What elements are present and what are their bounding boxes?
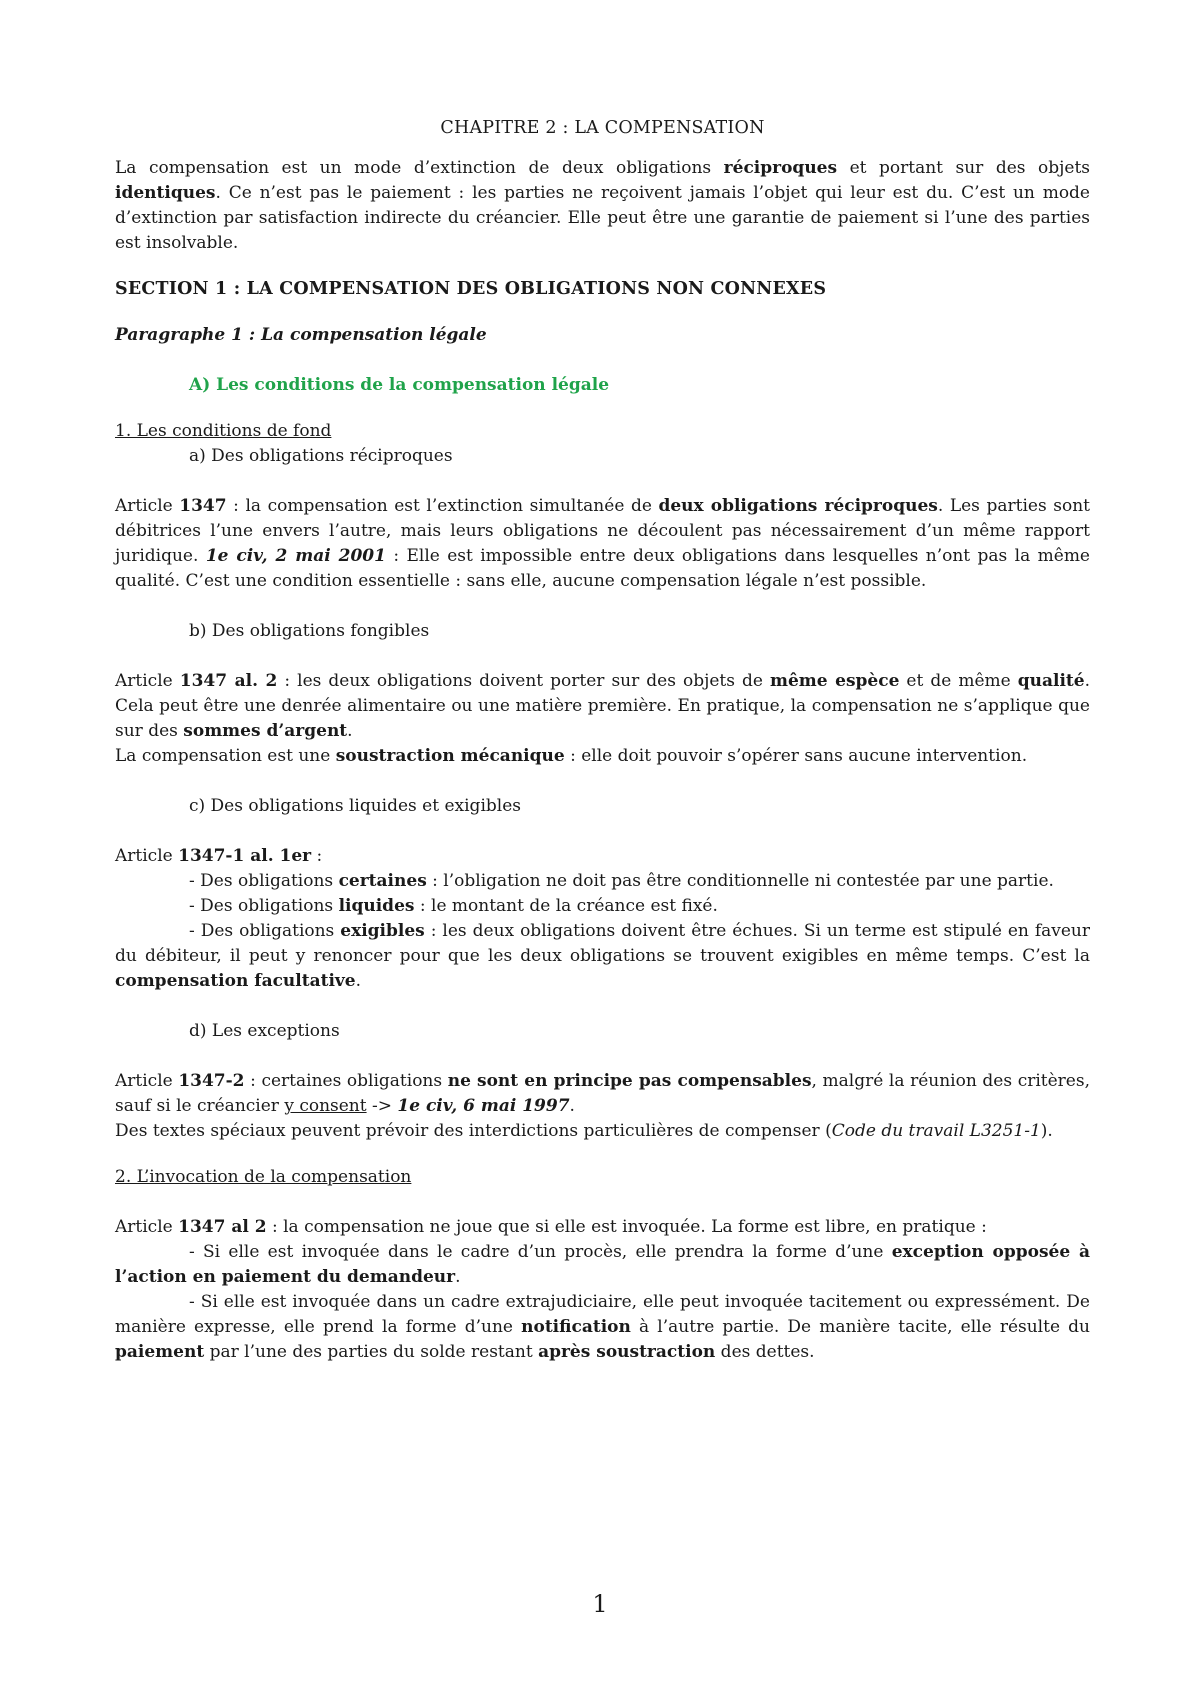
- subsection-a-heading: A) Les conditions de la compensation légale: [189, 375, 610, 395]
- document-body: [115, 116, 1090, 1365]
- point-b-text-2: La compensation est une soustraction mécanique : elle doit pouvoir s’opérer sans aucune intervention.: [115, 746, 1028, 766]
- point-c-item-2: - Des obligations liquides : le montant de la créance est fixé.: [189, 896, 718, 916]
- point-b-text: Article 1347 al. 2 : les deux obligations doivent porter sur des objets de même espèce et de même qualité. Cela peut être une denrée alimentaire ou une matière première. En pratique, la compensation ne s’applique que sur des sommes d’argent.: [115, 671, 1090, 741]
- page-number: 1: [592, 1590, 608, 1618]
- point-d-text-2: Des textes spéciaux peuvent prévoir des interdictions particulières de compenser (Code du travail L3251-1).: [115, 1121, 1053, 1141]
- point-c-title: c) Des obligations liquides et exigibles: [189, 796, 521, 816]
- chapter-title: CHAPITRE 2 : LA COMPENSATION: [440, 118, 765, 138]
- section-heading: SECTION 1 : LA COMPENSATION DES OBLIGATIONS NON CONNEXES: [115, 279, 827, 299]
- point-a-text: Article 1347 : la compensation est l’extinction simultanée de deux obligations réciproques. Les parties sont débitrices l’une envers l’autre, mais leurs obligations ne découlent pas nécessairement d’un même rapport juridique. 1e civ, 2 mai 2001 : Elle est impossible entre deux obligations dans lesquelles n’ont pas la même qualité. C’est une condition essentielle : sans elle, aucune compensation légale n’est possible.: [115, 496, 1090, 591]
- invocation-item-2: - Si elle est invoquée dans un cadre extrajudiciaire, elle peut invoquée tacitement ou expressément. De manière expresse, elle prend la forme d’une notification à l’autre partie. De manière tacite, elle résulte du paiement par l’une des parties du solde restant après soustraction des dettes.: [115, 1292, 1090, 1362]
- point-d-text: Article 1347-2 : certaines obligations ne sont en principe pas compensables, malgré la réunion des critères, sauf si le créancier y consent -> 1e civ, 6 mai 1997.: [115, 1071, 1090, 1116]
- point-b-title: b) Des obligations fongibles: [189, 621, 430, 641]
- point-c-item-1: - Des obligations certaines : l’obligation ne doit pas être conditionnelle ni contestée par une partie.: [189, 871, 1054, 891]
- invocation-intro: Article 1347 al 2 : la compensation ne joue que si elle est invoquée. La forme est libre, en pratique :: [115, 1217, 987, 1237]
- point-c-item-3: - Des obligations exigibles : les deux obligations doivent être échues. Si un terme est stipulé en faveur du débiteur, il peut y renoncer pour que les deux obligations se trouvent exigibles en même temps. C’est la compensation facultative.: [115, 921, 1090, 991]
- subsection-1-heading: 1. Les conditions de fond: [115, 421, 332, 441]
- invocation-item-1: - Si elle est invoquée dans le cadre d’un procès, elle prendra la forme d’une exception opposée à l’action en paiement du demandeur.: [115, 1242, 1090, 1287]
- point-c-intro: Article 1347-1 al. 1er :: [115, 846, 323, 866]
- subsection-2-heading: 2. L’invocation de la compensation: [115, 1167, 412, 1187]
- intro-paragraph: La compensation est un mode d’extinction de deux obligations réciproques et portant sur des objets identiques. Ce n’est pas le paiement : les parties ne reçoivent jamais l’objet qui leur est du. C’est un mode d’extinction par satisfaction indirecte du créancier. Elle peut être une garantie de paiement si l’une des parties est insolvable.: [115, 158, 1090, 253]
- paragraph-heading: Paragraphe 1 : La compensation légale: [115, 325, 487, 345]
- point-a-title: a) Des obligations réciproques: [189, 446, 453, 466]
- point-d-title: d) Les exceptions: [189, 1021, 340, 1041]
